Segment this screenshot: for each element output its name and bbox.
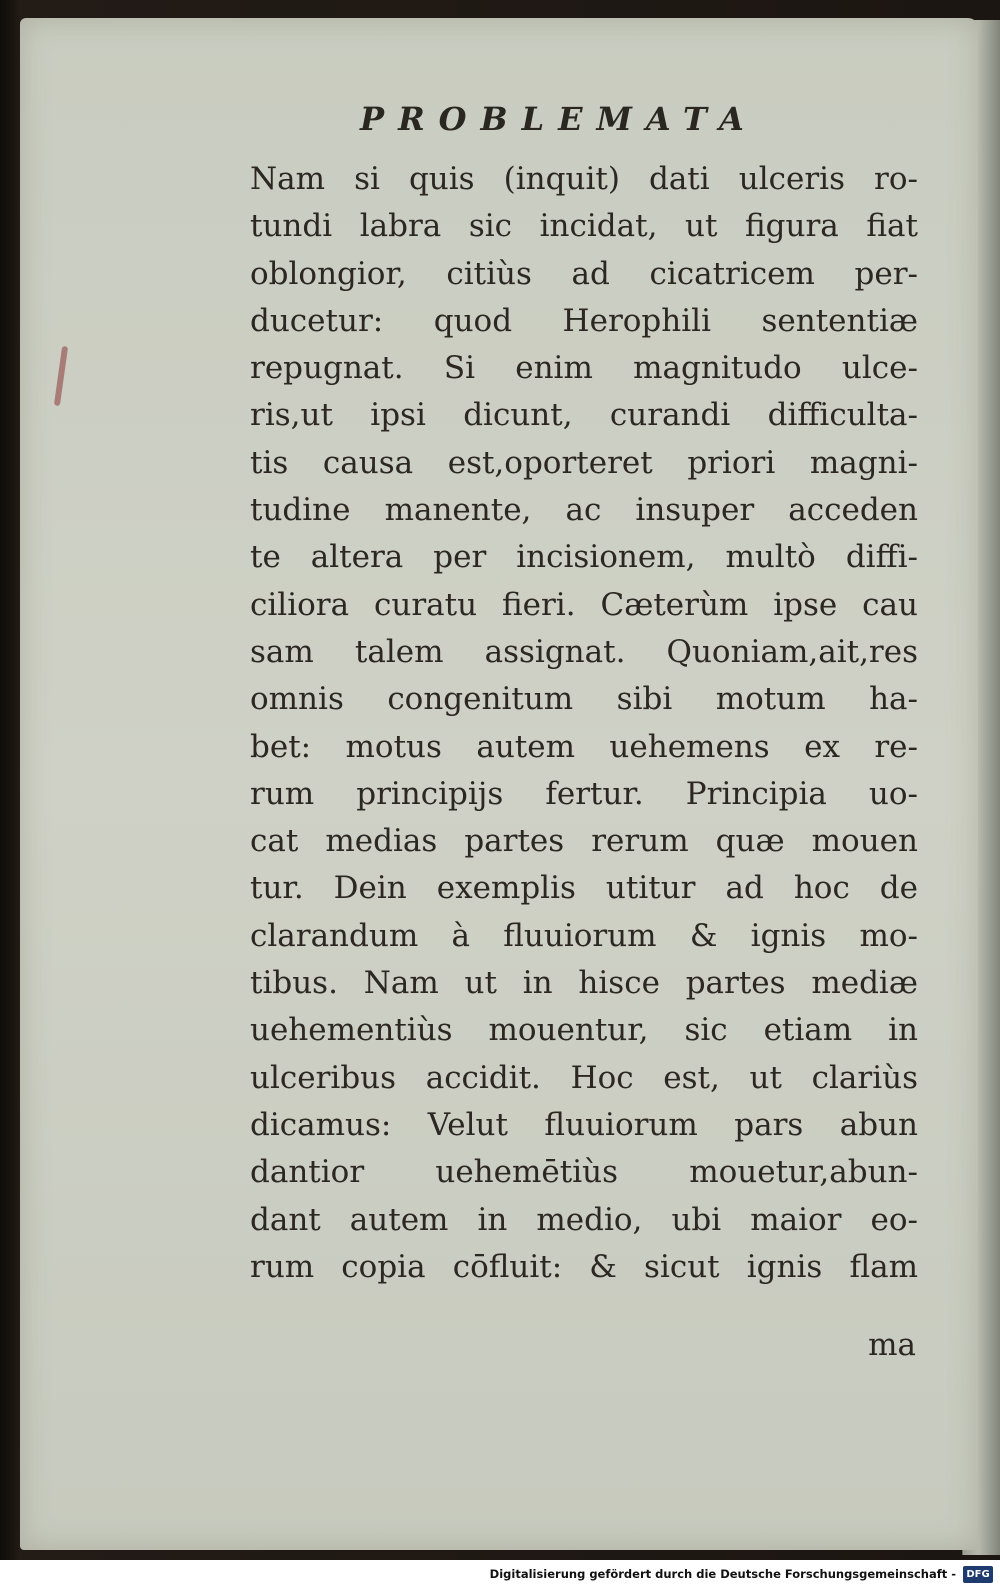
red-ink-mark bbox=[54, 346, 68, 406]
text-line: sam talem assignat. Quoniam,ait,res bbox=[250, 633, 918, 670]
text-line: ducetur: quod Herophili sententiæ bbox=[250, 302, 918, 339]
text-line: rum principijs fertur. Principia uo- bbox=[250, 775, 918, 812]
text-line: dant autem in medio, ubi maior eo- bbox=[250, 1201, 918, 1238]
text-line: tis causa est,oporteret priori magni- bbox=[250, 444, 918, 481]
text-line: dantior uehemētiùs mouetur,abun- bbox=[250, 1154, 918, 1191]
text-line: tibus. Nam ut in hisce partes mediæ bbox=[250, 965, 918, 1002]
text-line: te altera per incisionem, multò diffi- bbox=[250, 539, 918, 576]
text-line: tundi labra sic incidat, ut figura fiat bbox=[250, 208, 918, 245]
text-line: omnis congenitum sibi motum ha- bbox=[250, 681, 918, 718]
text-line: uehementiùs mouentur, sic etiam in bbox=[250, 1012, 918, 1049]
text-line: tur. Dein exemplis utitur ad hoc de bbox=[250, 870, 918, 907]
body-text bbox=[250, 156, 918, 1291]
text-line: dicamus: Velut fluuiorum pars abun bbox=[250, 1106, 918, 1143]
text-line: clarandum à fluuiorum & ignis mo- bbox=[250, 917, 918, 954]
text-line: cat medias partes rerum quæ mouen bbox=[250, 823, 918, 860]
text-line: tudine manente, ac insuper acceden bbox=[250, 492, 918, 529]
text-line: ulceribus accidit. Hoc est, ut clariùs bbox=[250, 1059, 918, 1096]
text-line: oblongior, citiùs ad cicatricem per- bbox=[250, 255, 918, 292]
text-line: ris,ut ipsi dicunt, curandi difficulta- bbox=[250, 397, 918, 434]
text-line: Nam si quis (inquit) dati ulceris ro- bbox=[250, 161, 918, 197]
text-line: rum copia cōfluit: & sicut ignis flam bbox=[250, 1248, 918, 1285]
text-line: ciliora curatu fieri. Cæterùm ipse cau bbox=[250, 586, 918, 623]
text-line: repugnat. Si enim magnitudo ulce- bbox=[250, 350, 918, 387]
catchword: ma bbox=[868, 1327, 916, 1363]
running-head: PROBLEMATA bbox=[360, 100, 758, 138]
footer-credit: Digitalisierung gefördert durch die Deutsche Forschungsgemeinschaft - bbox=[489, 1567, 956, 1581]
dfg-logo-icon: DFG bbox=[963, 1566, 993, 1583]
text-line: bet: motus autem uehemens ex re- bbox=[250, 728, 918, 765]
